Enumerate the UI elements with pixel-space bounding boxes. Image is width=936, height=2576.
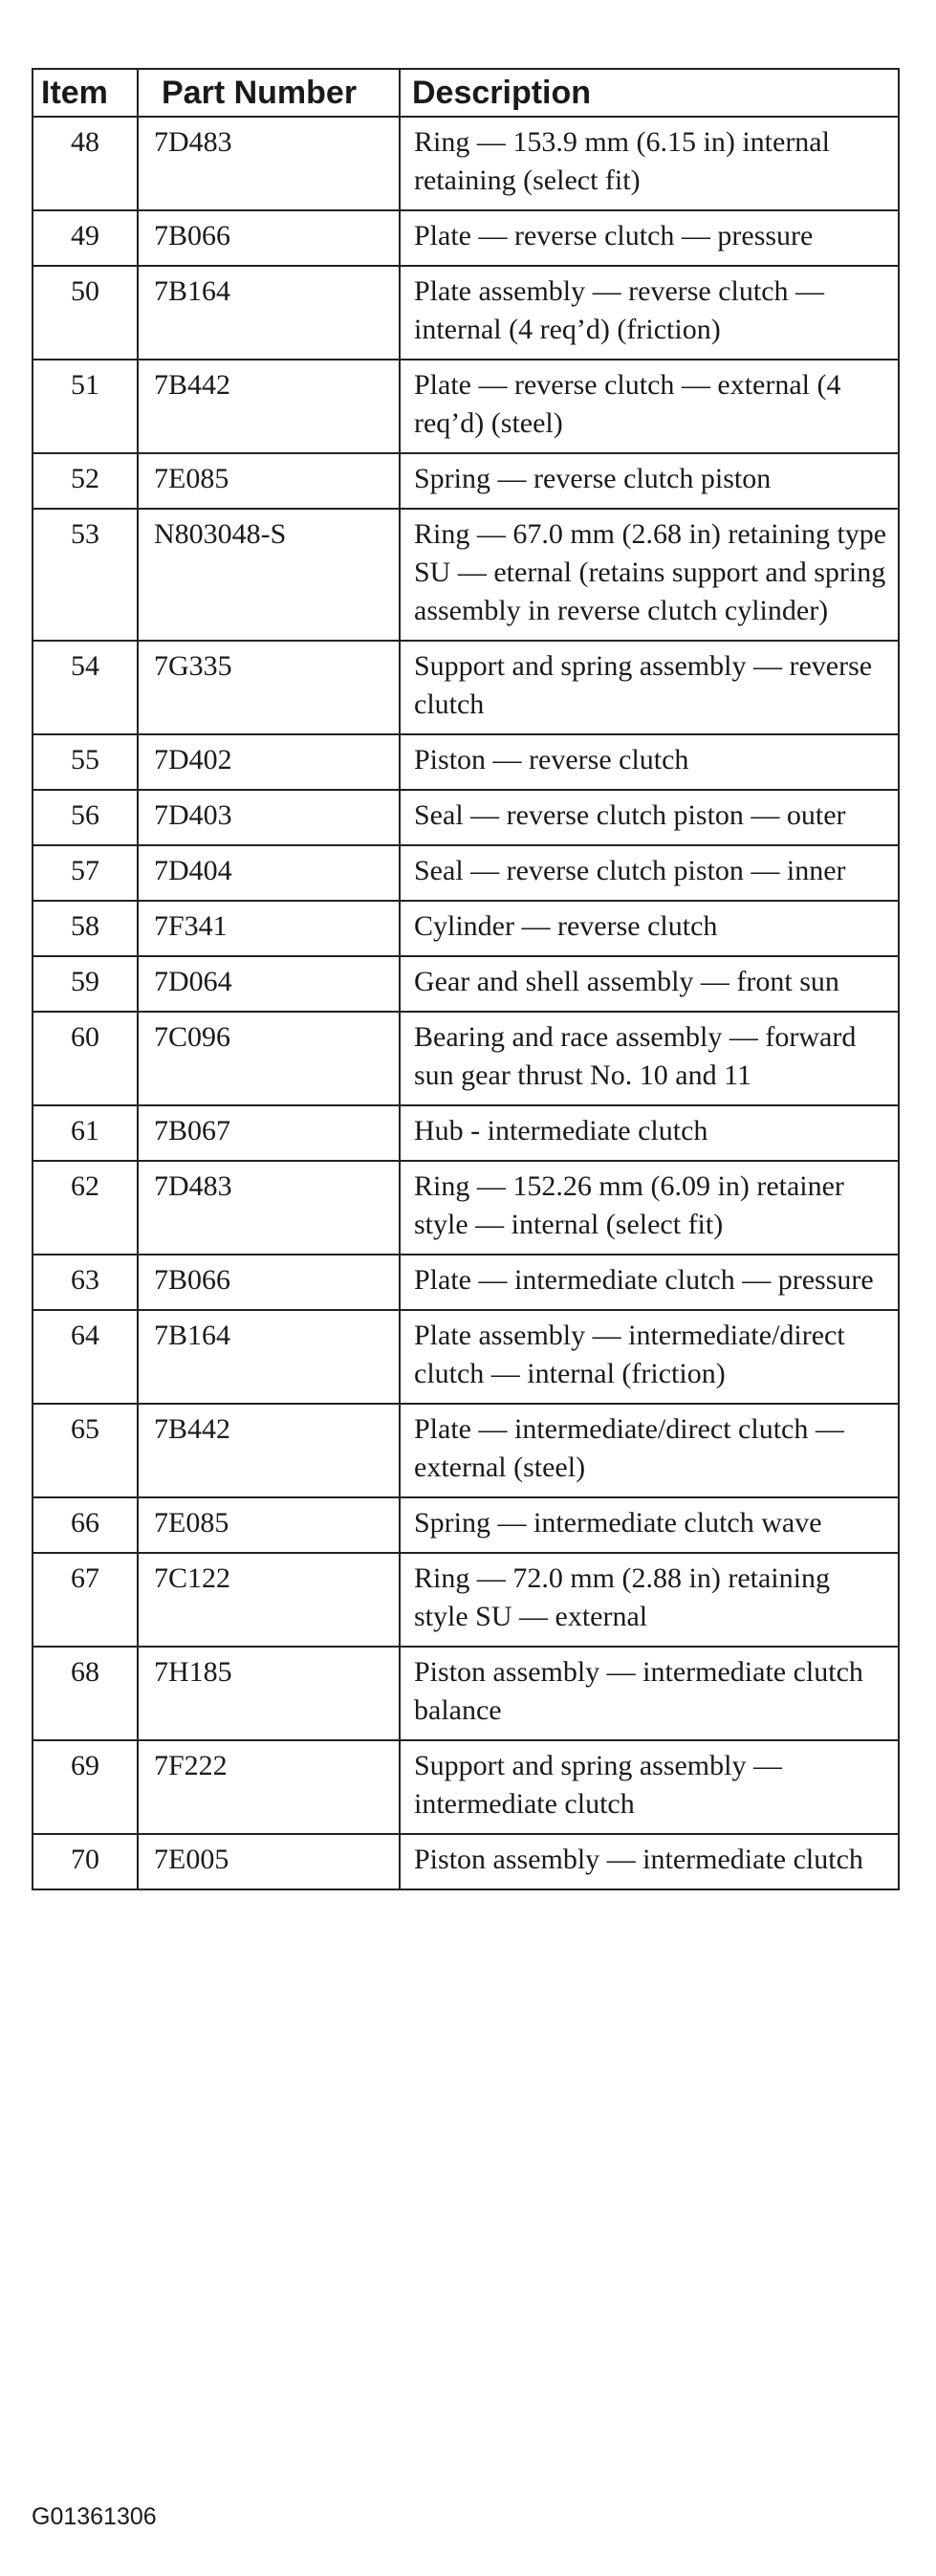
- table-row: [33, 1647, 899, 1740]
- table-row: [33, 1497, 899, 1553]
- table-row: [33, 360, 899, 453]
- part-number-cell: 7D402: [138, 734, 400, 790]
- part-number-cell: 7B164: [138, 266, 400, 360]
- item-cell: 52: [33, 453, 138, 509]
- part-number-cell: 7E085: [138, 453, 400, 509]
- item-cell: 59: [33, 956, 138, 1012]
- description-cell: Plate assembly — intermediate/direct clutch — internal (friction): [400, 1310, 899, 1404]
- item-cell: 51: [33, 360, 138, 453]
- description-cell: Piston assembly — intermediate clutch: [400, 1834, 899, 1889]
- part-number-cell: 7B066: [138, 1255, 400, 1310]
- part-number-cell: 7D404: [138, 845, 400, 901]
- part-number-cell: 7B067: [138, 1105, 400, 1161]
- description-cell: Ring — 152.26 mm (6.09 in) retainer style — internal (select fit): [400, 1161, 899, 1255]
- item-cell: 66: [33, 1497, 138, 1553]
- description-cell: Ring — 67.0 mm (2.68 in) retaining type SU — eternal (retains support and spring assembly in reverse clutch cylinder): [400, 509, 899, 641]
- part-number-cell: 7E085: [138, 1497, 400, 1553]
- description-cell: Piston assembly — intermediate clutch balance: [400, 1647, 899, 1740]
- item-cell: 48: [33, 117, 138, 210]
- table-row: [33, 1404, 899, 1497]
- item-cell: 62: [33, 1161, 138, 1255]
- description-cell: Bearing and race assembly — forward sun gear thrust No. 10 and 11: [400, 1012, 899, 1105]
- header-item: Item: [33, 69, 138, 117]
- description-cell: Plate — reverse clutch — external (4 req’d) (steel): [400, 360, 899, 453]
- part-number-cell: 7B066: [138, 210, 400, 266]
- description-cell: Piston — reverse clutch: [400, 734, 899, 790]
- table-row: [33, 1161, 899, 1255]
- description-cell: Cylinder — reverse clutch: [400, 901, 899, 956]
- item-cell: 61: [33, 1105, 138, 1161]
- part-number-cell: 7C096: [138, 1012, 400, 1105]
- item-cell: 65: [33, 1404, 138, 1497]
- table-row: [33, 266, 899, 360]
- part-number-cell: 7D064: [138, 956, 400, 1012]
- part-number-cell: 7F341: [138, 901, 400, 956]
- item-cell: 55: [33, 734, 138, 790]
- description-cell: Plate — intermediate/direct clutch — external (steel): [400, 1404, 899, 1497]
- description-cell: Plate — intermediate clutch — pressure: [400, 1255, 899, 1310]
- header-description: Description: [400, 69, 899, 117]
- part-number-cell: 7D403: [138, 790, 400, 845]
- header-part-number: Part Number: [138, 69, 400, 117]
- table-row: [33, 956, 899, 1012]
- item-cell: 60: [33, 1012, 138, 1105]
- table-row: [33, 1310, 899, 1404]
- table-row: [33, 1255, 899, 1310]
- table-row: [33, 1012, 899, 1105]
- table-row: [33, 790, 899, 845]
- item-cell: 68: [33, 1647, 138, 1740]
- part-number-cell: 7B164: [138, 1310, 400, 1404]
- table-row: [33, 210, 899, 266]
- table-header: [33, 69, 899, 117]
- description-cell: Spring — intermediate clutch wave: [400, 1497, 899, 1553]
- figure-id: G01361306: [32, 2503, 157, 2530]
- description-cell: Gear and shell assembly — front sun: [400, 956, 899, 1012]
- table-row: [33, 117, 899, 210]
- table-row: [33, 509, 899, 641]
- part-number-cell: 7F222: [138, 1740, 400, 1834]
- part-number-cell: 7B442: [138, 360, 400, 453]
- table-body: [33, 117, 899, 1889]
- item-cell: 70: [33, 1834, 138, 1889]
- description-cell: Spring — reverse clutch piston: [400, 453, 899, 509]
- table-row: [33, 734, 899, 790]
- description-cell: Plate assembly — reverse clutch — internal (4 req’d) (friction): [400, 266, 899, 360]
- part-number-cell: 7E005: [138, 1834, 400, 1889]
- item-cell: 58: [33, 901, 138, 956]
- item-cell: 50: [33, 266, 138, 360]
- item-cell: 54: [33, 641, 138, 734]
- description-cell: Support and spring assembly — reverse clutch: [400, 641, 899, 734]
- part-number-cell: 7D483: [138, 117, 400, 210]
- table-row: [33, 1834, 899, 1889]
- item-cell: 69: [33, 1740, 138, 1834]
- item-cell: 64: [33, 1310, 138, 1404]
- table-row: [33, 845, 899, 901]
- table-row: [33, 1740, 899, 1834]
- part-number-cell: 7B442: [138, 1404, 400, 1497]
- description-cell: Plate — reverse clutch — pressure: [400, 210, 899, 266]
- item-cell: 67: [33, 1553, 138, 1647]
- part-number-cell: 7G335: [138, 641, 400, 734]
- description-cell: Ring — 153.9 mm (6.15 in) internal retaining (select fit): [400, 117, 899, 210]
- description-cell: Hub - intermediate clutch: [400, 1105, 899, 1161]
- item-cell: 56: [33, 790, 138, 845]
- part-number-cell: 7C122: [138, 1553, 400, 1647]
- part-number-cell: N803048-S: [138, 509, 400, 641]
- description-cell: Ring — 72.0 mm (2.88 in) retaining style SU — external: [400, 1553, 899, 1647]
- item-cell: 49: [33, 210, 138, 266]
- item-cell: 53: [33, 509, 138, 641]
- parts-table: [32, 68, 900, 1890]
- description-cell: Seal — reverse clutch piston — outer: [400, 790, 899, 845]
- table-row: [33, 1553, 899, 1647]
- header-row: [33, 69, 899, 117]
- part-number-cell: 7H185: [138, 1647, 400, 1740]
- table-row: [33, 901, 899, 956]
- item-cell: 57: [33, 845, 138, 901]
- table-row: [33, 1105, 899, 1161]
- table-row: [33, 641, 899, 734]
- description-cell: Seal — reverse clutch piston — inner: [400, 845, 899, 901]
- item-cell: 63: [33, 1255, 138, 1310]
- table-row: [33, 453, 899, 509]
- description-cell: Support and spring assembly — intermediate clutch: [400, 1740, 899, 1834]
- part-number-cell: 7D483: [138, 1161, 400, 1255]
